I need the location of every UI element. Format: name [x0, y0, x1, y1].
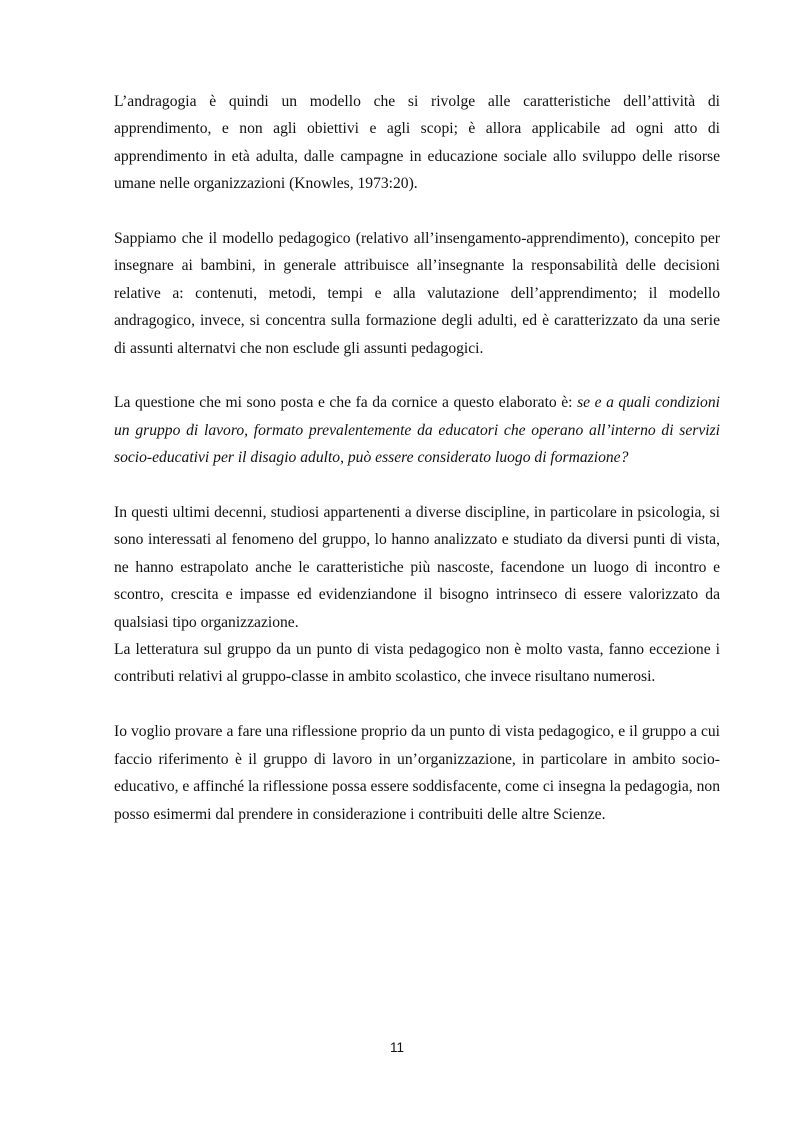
paragraph-literature: La letteratura sul gruppo da un punto di vista pedagogico non è molto vasta, fanno eccezione i contributi relativi al gruppo-classe in ambito scolastico, che invece risultano numerosi. [114, 641, 720, 686]
research-question-text: se e a quali condizioni un gruppo di lavoro, formato prevalentemente da educatori che operano all’interno di servizi socio-educativi per il disagio adulto, può essere considerato luogo di formazione? [114, 394, 720, 467]
paragraph-group-studies: In questi ultimi decenni, studiosi appartenenti a diverse discipline, in particolare in psicologia, si sono interessati al fenomeno del gruppo, lo hanno analizzato e studiato da diversi punti di vista, ne hanno estrapolato anche le caratteristiche più nascoste, facendone un luogo di incontro e scontro, crescita e impasse ed evidenziandone il bisogno intrinseco di essere valorizzato da qualsiasi tipo organizzazione. [114, 504, 720, 631]
paragraph-research-question [114, 389, 720, 471]
paragraph-andragogy: L’andragogia è quindi un modello che si rivolge alle caratteristiche dell’attività di apprendimento, e non agli obiettivi e agli scopi; è allora applicabile ad ogni atto di apprendimento in età adulta, dalle campagne in educazione sociale allo sviluppo delle risorse umane nelle organizzazioni (Knowles, 1973:20). [114, 93, 720, 193]
document-body [114, 88, 720, 855]
page-number: 11 [389, 1040, 404, 1055]
paragraph-pedagogical-model: Sappiamo che il modello pedagogico (relativo all’insengamento-apprendimento), concepito per insegnare ai bambini, in generale attribuisce all’insegnante la responsabilità delle decisioni relative a: contenuti, metodi, tempi e alla valutazione dell’apprendimento; il modello andragogico, invece, si concentra sulla formazione degli adulti, ed è caratterizzato da una serie di assunti alternatvi che non esclude gli assunti pedagogici. [114, 230, 720, 357]
paragraph-reflection: Io voglio provare a fare una riflessione proprio da un punto di vista pedagogico, e il gruppo a cui faccio riferimento è il gruppo di lavoro in un’organizzazione, in particolare in ambito socio-educativo, e affinché la riflessione possa essere soddisfacente, come ci insegna la pedagogia, non posso esimermi dal prendere in considerazione i contribuiti delle altre Scienze. [114, 723, 720, 823]
research-question-intro: La questione che mi sono posta e che fa da cornice a questo elaborato è: [114, 394, 578, 412]
